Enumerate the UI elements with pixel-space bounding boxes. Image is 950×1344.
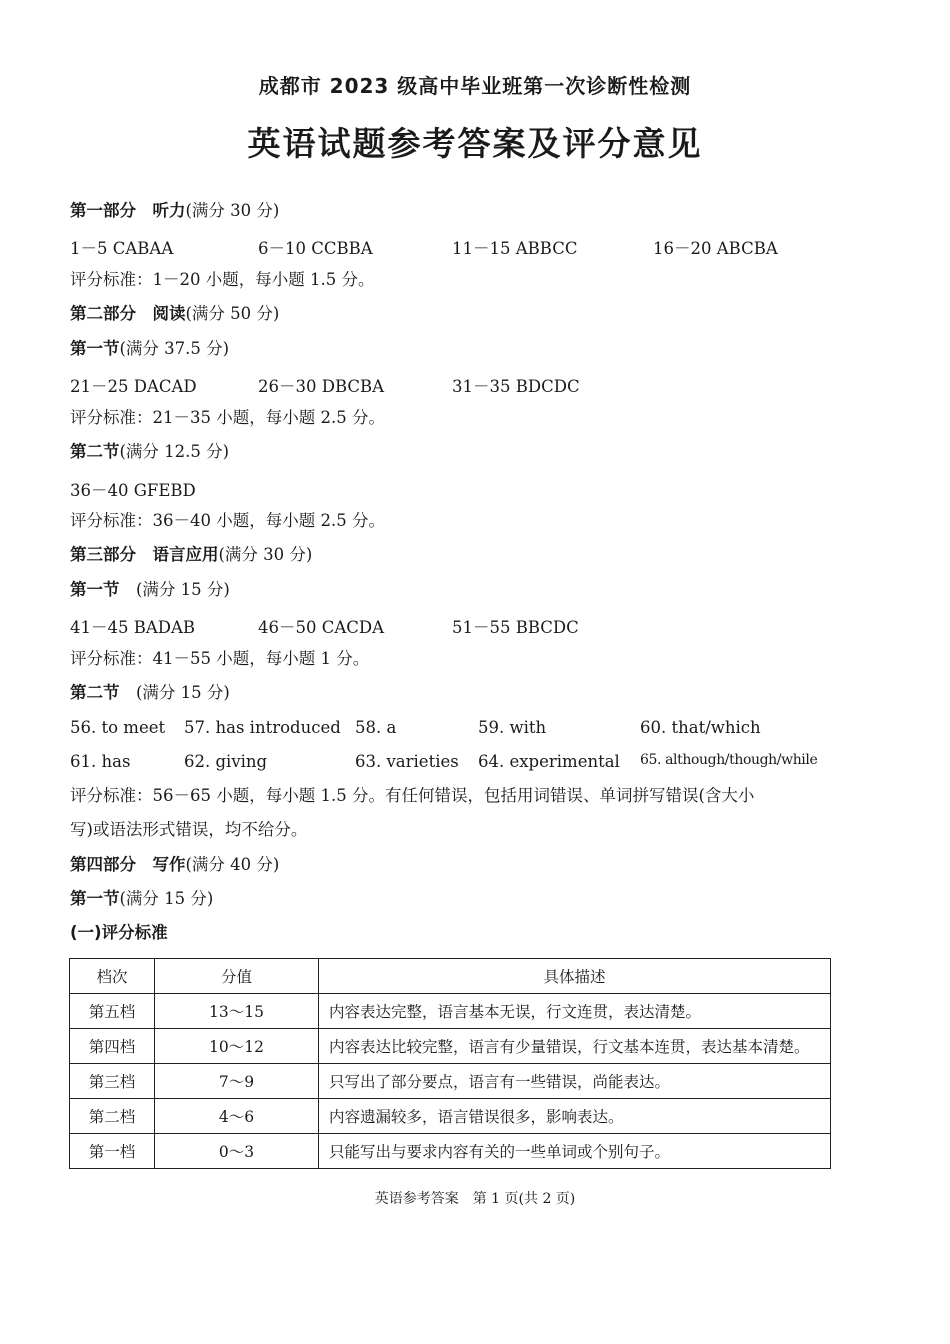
level-cell: 第一档: [70, 1134, 155, 1169]
description-cell: 内容表达比较完整，语言有少量错误，行文基本连贯，表达基本清楚。: [319, 1029, 831, 1064]
column-header: 具体描述: [319, 959, 831, 994]
part2-section2-heading-line: [70, 442, 229, 462]
table-row: [70, 1134, 831, 1169]
score-cell: 13～15: [155, 994, 319, 1029]
part4-heading: 第四部分 写作: [70, 855, 186, 874]
part2-section2-rule: 评分标准：36－40 小题，每小题 2.5 分。: [70, 511, 385, 530]
section-heading: 第二节: [70, 683, 120, 702]
table-row: [70, 1064, 831, 1099]
part3-section2-rule-2: 写)或语法形式错误，均不给分。: [70, 820, 308, 839]
document-title: 英语试题参考答案及评分意见: [247, 124, 703, 163]
part4-section1-heading-line: [70, 889, 213, 909]
fill-answer: 64. experimental: [478, 752, 620, 771]
grading-table: [69, 958, 831, 1169]
answer-group: 1－5 CABAA: [70, 239, 174, 258]
answer-group: 16－20 ABCBA: [653, 239, 778, 258]
level-cell: 第四档: [70, 1029, 155, 1064]
level-cell: 第二档: [70, 1099, 155, 1134]
part2-heading-line: [70, 304, 279, 324]
part1-score: (满分 30 分): [185, 201, 280, 220]
fill-answer: 61. has: [70, 752, 131, 771]
part2-section1-rule: 评分标准：21－35 小题，每小题 2.5 分。: [70, 408, 385, 427]
fill-answer: 63. varieties: [355, 752, 459, 771]
score-cell: 4～6: [155, 1099, 319, 1134]
section-heading: 第一节: [70, 339, 120, 358]
section-score: (满分 15 分): [119, 889, 214, 908]
fill-answer: 60. that/which: [640, 718, 761, 737]
section-heading: 第一节: [70, 889, 120, 908]
answer-group: 51－55 BBCDC: [452, 618, 579, 637]
fill-answer: 57. has introduced: [184, 718, 341, 737]
part4-heading-line: [70, 855, 279, 875]
description-cell: 只写出了部分要点，语言有一些错误，尚能表达。: [319, 1064, 831, 1099]
answer-group: 26－30 DBCBA: [258, 377, 385, 396]
column-header: 档次: [70, 959, 155, 994]
level-cell: 第三档: [70, 1064, 155, 1099]
answer-group: 11－15 ABBCC: [452, 239, 578, 258]
fill-answer: 59. with: [478, 718, 547, 737]
answer-group: 41－45 BADAB: [70, 618, 196, 637]
part1-heading-line: [70, 201, 279, 221]
fill-answer: 62. giving: [184, 752, 268, 771]
part3-section1-heading-line: [70, 580, 230, 600]
criteria-heading: (一)评分标准: [70, 923, 168, 942]
answer-group: 46－50 CACDA: [258, 618, 385, 637]
table-row: [70, 994, 831, 1029]
description-cell: 只能写出与要求内容有关的一些单词或个别句子。: [319, 1134, 831, 1169]
section-score: (满分 12.5 分): [119, 442, 230, 461]
answer-group: 31－35 BDCDC: [452, 377, 580, 396]
table-row: [70, 1029, 831, 1064]
exam-title: 成都市 2023 级高中毕业班第一次诊断性检测: [258, 74, 692, 98]
section-heading: 第一节: [70, 580, 120, 599]
part1-heading: 第一部分 听力: [70, 201, 186, 220]
table-header-row: [70, 959, 831, 994]
answer-group: 6－10 CCBBA: [258, 239, 373, 258]
part1-rule: 评分标准：1－20 小题，每小题 1.5 分。: [70, 270, 375, 289]
part2-score: (满分 50 分): [185, 304, 280, 323]
page-footer: 英语参考答案 第 1 页(共 2 页): [374, 1191, 576, 1207]
part3-section1-rule: 评分标准：41－55 小题，每小题 1 分。: [70, 649, 370, 668]
score-cell: 10～12: [155, 1029, 319, 1064]
section-score: (满分 37.5 分): [119, 339, 230, 358]
score-cell: 7～9: [155, 1064, 319, 1099]
answer-group: 36－40 GFEBD: [70, 481, 196, 500]
table-row: [70, 1099, 831, 1134]
section-heading: 第二节: [70, 442, 120, 461]
part2-section1-heading-line: [70, 339, 229, 359]
part3-heading-line: [70, 545, 312, 565]
level-cell: 第五档: [70, 994, 155, 1029]
part3-score: (满分 30 分): [218, 545, 313, 564]
fill-answer: 58. a: [355, 718, 397, 737]
fill-answer: 65. although/though/while: [640, 752, 818, 768]
part4-score: (满分 40 分): [185, 855, 280, 874]
part3-section2-rule-1: 评分标准：56－65 小题，每小题 1.5 分。有任何错误，包括用词错误、单词拼写错误(含大小: [70, 786, 755, 805]
description-cell: 内容表达完整，语言基本无误，行文连贯，表达清楚。: [319, 994, 831, 1029]
section-score: (满分 15 分): [119, 683, 230, 702]
description-cell: 内容遗漏较多，语言错误很多，影响表达。: [319, 1099, 831, 1134]
part3-heading: 第三部分 语言应用: [70, 545, 219, 564]
part2-heading: 第二部分 阅读: [70, 304, 186, 323]
answer-group: 21－25 DACAD: [70, 377, 197, 396]
section-score: (满分 15 分): [119, 580, 230, 599]
column-header: 分值: [155, 959, 319, 994]
fill-answer: 56. to meet: [70, 718, 166, 737]
part3-section2-heading-line: [70, 683, 230, 703]
score-cell: 0～3: [155, 1134, 319, 1169]
